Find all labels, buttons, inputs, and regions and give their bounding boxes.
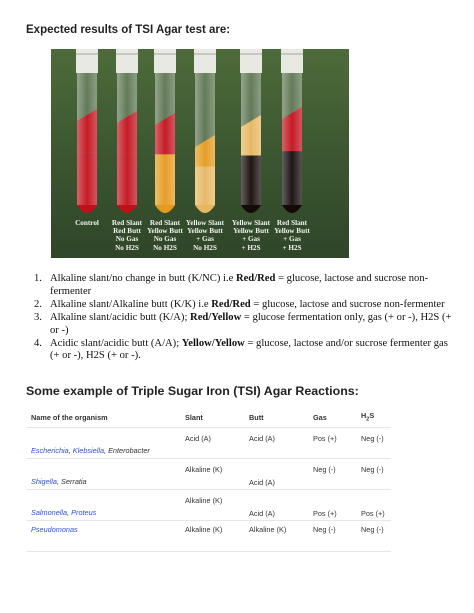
gas-cell: Pos (+) [309,428,357,459]
table-row [27,459,391,490]
h2s-cell: Neg (-) [357,459,391,490]
tsi-reactions-table [27,407,391,552]
tube-label-line: + H2S [241,243,261,252]
organism-cell [27,521,181,552]
tube-cap-ridge [281,53,303,55]
tube-cap [154,49,176,73]
tube-cap-ridge [116,53,138,55]
tube-cap [194,49,216,73]
tube-label-line: Yellow Butt [233,227,269,236]
tube-label-line: Red Slant [276,219,308,227]
h2s-cell: Pos (+) [357,490,391,521]
organism-link[interactable]: Salmonella [31,508,68,517]
butt-cell: Acid (A) [245,490,309,521]
tube-label [183,219,227,252]
butt-cell: Acid (A) [245,459,309,490]
butt-cell: Acid (A) [245,428,309,459]
reaction-item: 1. Alkaline slant/no change in butt (K/NC) i.e Red/Red = glucose, lactose and sucrose non-fermenter [34,273,429,297]
col-slant: Slant [181,407,245,428]
slant-cell: Alkaline (K) [181,521,245,552]
tube-cap-ridge [76,53,98,55]
organism-link[interactable]: Proteus [71,508,97,517]
tube-cap [240,49,262,73]
tube-label-line: Control [75,219,99,227]
tube-cap-ridge [154,53,176,55]
tube-label-line: Red Slant [111,219,143,227]
tube-highlight [155,73,175,205]
reaction-list [28,273,453,363]
tube-label-line: + Gas [196,235,214,244]
organism-cell: Shigella, Serratia [27,459,181,490]
organism-link[interactable]: Klebsiella [72,446,105,455]
expected-results-heading: Expected results of TSI Agar test are: [26,24,231,36]
tube-label-line: + Gas [242,235,260,244]
tube-label-line: Yellow Slant [185,219,225,227]
col-gas: Gas [309,407,357,428]
tube-label-line: No Gas [153,235,177,244]
organism-link[interactable]: Pseudomonas [31,525,78,534]
tube-cap-ridge [194,53,216,55]
tube-highlight [241,73,261,205]
tube-cap [76,49,98,73]
table-row [27,490,391,521]
tube-cap [281,49,303,73]
tube-cap [116,49,138,73]
tube-label-line: No H2S [193,243,217,252]
tube-label-line: Yellow Butt [187,227,223,236]
tube-highlight [282,73,302,205]
organism-link[interactable]: Escherichia [31,446,69,455]
gas-cell: Neg (-) [309,521,357,552]
tube-label-line: + Gas [283,235,301,244]
tsi-tubes-photo [51,49,349,258]
tube-label-line: Yellow Butt [274,227,310,236]
tube-cap-ridge [240,53,262,55]
reaction-item: 2. Alkaline slant/Alkaline butt (K/K) i.e Red/Red = glucose, lactose and sucrose non-fermenter [34,298,445,310]
tube-label [65,219,109,227]
table-row [27,521,391,552]
tube-label-line: No Gas [115,235,139,244]
col-butt: Butt [245,407,309,428]
tube-highlight [195,73,215,205]
slant-cell: Acid (A) [181,428,245,459]
reaction-item: 3. Alkaline slant/acidic butt (K/A); Red/Yellow = glucose fermentation only, gas (+ or -), H2S (+ or -) [34,311,452,336]
reaction-item: 4. Acidic slant/acidic butt (A/A); Yellow/Yellow = glucose, lactose and/or sucrose fermenter gas (+ or -), H2S (+ or -). [34,337,448,362]
h2s-cell: Neg (-) [357,428,391,459]
gas-cell: Pos (+) [309,490,357,521]
examples-heading: Some example of Triple Sugar Iron (TSI) Agar Reactions: [26,384,359,398]
tube-label-line: No H2S [153,243,177,252]
table-row [27,428,391,459]
gas-cell: Neg (-) [309,459,357,490]
organism-cell: Escherichia, Klebsiella, Enterobacter [27,428,181,459]
tube-label [143,219,187,252]
tube-highlight [77,73,97,205]
col-organism: Name of the organism [27,407,181,428]
tube-label-line: Yellow Slant [231,219,271,227]
slant-cell: Alkaline (K) [181,459,245,490]
tube-label-line: + H2S [282,243,302,252]
tube-label-line: No H2S [115,243,139,252]
butt-cell: Alkaline (K) [245,521,309,552]
h2s-cell: Neg (-) [357,521,391,552]
organism-link[interactable]: Shigella [31,477,57,486]
organism-cell: Salmonella, Proteus [27,490,181,521]
tube-label-line: Yellow Butt [147,227,183,236]
tube-label-line: Red Slant [149,219,181,227]
tube-highlight [117,73,137,205]
tube-label [229,219,273,252]
tube-label [270,219,314,252]
tube-label-line: Red Butt [113,227,141,236]
table-header-row [27,407,391,428]
col-h2s: $H_2S$ [357,407,391,428]
slant-cell: Alkaline (K) [181,490,245,521]
